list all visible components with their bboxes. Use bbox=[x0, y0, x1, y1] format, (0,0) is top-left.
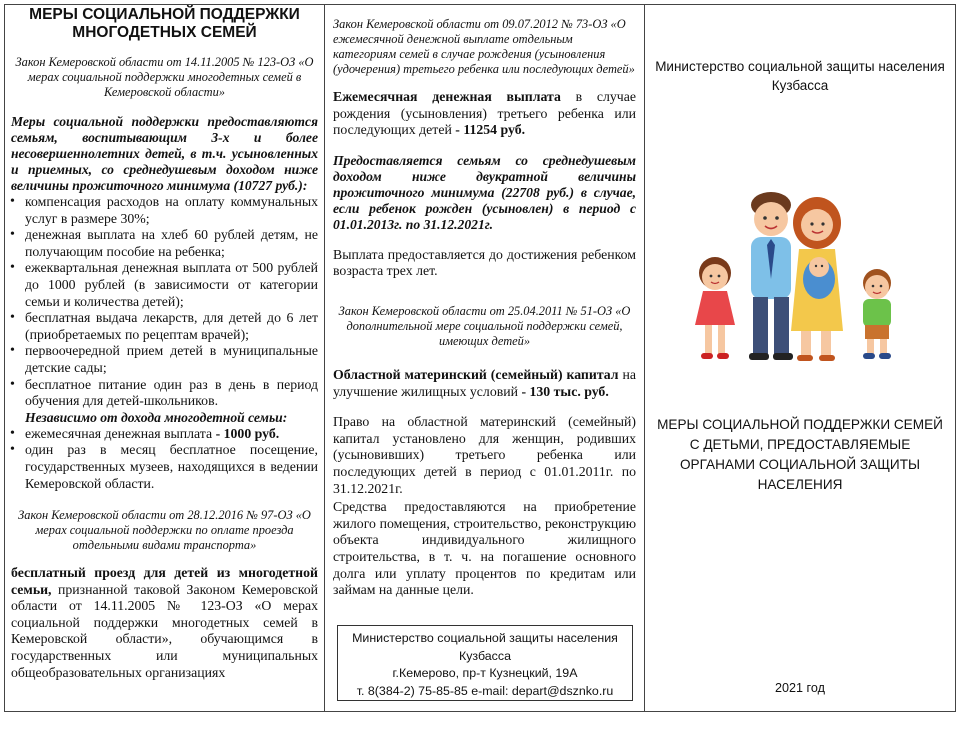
contact-address: г.Кемерово, пр-т Кузнецкий, 19А bbox=[392, 666, 578, 680]
eligibility-intro: Меры социальной поддержки предоставляются семьям, воспитывающим 3-х и более несовершеннолетних детей, в т.ч. усыновленных и приемных, со среднедушевым доходом ниже величины прожиточного минимума (10727 руб.): bbox=[11, 114, 318, 193]
capital-usage: Средства предоставляются на приобретение жилого помещения, строительство, реконструкцию объекта индивидуального жилищного строительства, в т. ч. на погашение основного долга или уплату процентов по кредитам или займам на данные цели. bbox=[333, 499, 636, 598]
monthly-payment-text: Ежемесячная денежная выплата в случае рождения (усыновления) третьего ребенка или последующих детей - 11254 руб. bbox=[333, 89, 636, 138]
contact-phone-email: т. 8(384-2) 75-85-85 e-mail: depart@dsznko.ru bbox=[356, 683, 614, 698]
list-item: • ежемесячная денежная выплата - 1000 руб. bbox=[11, 426, 318, 443]
list-item: • бесплатная выдача лекарств, для детей до 6 лет (приобретаемых по рецептам врачей); bbox=[11, 310, 318, 343]
ministry-name: Министерство социальной защиты населения Кузбасса bbox=[655, 59, 945, 93]
law-reference-51: Закон Кемеровской области от 25.04.2011 № 51-ОЗ «О дополнительной мере социальной поддержки семей, имеющих детей» bbox=[338, 303, 631, 348]
unconditional-benefits-list bbox=[11, 426, 318, 492]
column-left bbox=[5, 5, 325, 711]
capital-eligibility: Право на областной материнский (семейный) капитал установлено для женщин, родивших (усыновивших) третьего ребенка или последующих детей в период с 01.01.2011г. по 31.12.2021г. bbox=[333, 414, 636, 496]
list-item: • денежная выплата на хлеб 60 рублей детям, не получающим пособие на ребенка; bbox=[11, 227, 318, 260]
list-item: • бесплатное питание один раз в день в период обучения для детей-школьников. bbox=[11, 377, 318, 410]
boy-figure bbox=[863, 269, 891, 359]
monthly-payment-amount: - 1000 руб. bbox=[215, 425, 280, 441]
independent-of-income-heading: Независимо от дохода многодетной семьи: bbox=[25, 409, 288, 425]
contact-box bbox=[337, 625, 633, 701]
law-reference-123: Закон Кемеровской области от 14.11.2005 № 123-ОЗ «О мерах социальной поддержки многодетных семей в Кемеровской области» bbox=[15, 55, 314, 99]
maternity-capital-text: Областной материнский (семейный) капитал на улучшение жилищных условий - 130 тыс. руб. bbox=[333, 366, 636, 399]
family-illustration bbox=[687, 191, 915, 371]
list-item: • ежеквартальная денежная выплата от 500 рублей до 1000 рублей (в зависимости от категории семьи и количества детей); bbox=[11, 260, 318, 310]
law-reference-97: Закон Кемеровской области от 28.12.2016 № 97-ОЗ «О мерах социальной поддержки по оплате проезда отдельными видами транспорта» bbox=[18, 508, 311, 553]
year-label: 2021 год bbox=[775, 681, 825, 695]
column-right bbox=[645, 5, 955, 711]
list-item: • один раз в месяц бесплатное посещение, государственных музеев, находящихся в ведении Кемеровской области. bbox=[11, 442, 318, 492]
brochure-title: МЕРЫ СОЦИАЛЬНОЙ ПОДДЕРЖКИ СЕМЕЙ С ДЕТЬМИ, ПРЕДОСТАВЛЯЕМЫЕ ОРГАНАМИ СОЦИАЛЬНОЙ ЗАЩИТЫ НАСЕЛЕНИЯ bbox=[657, 417, 943, 492]
law-reference-73: Закон Кемеровской области от 09.07.2012 № 73-ОЗ «О ежемесячной денежной выплате отдельным категориям семей в случае рождения (усыновления (удочерения) третьего ребенка или последующих детей» bbox=[333, 17, 635, 76]
column-middle bbox=[325, 5, 645, 711]
transport-benefit: бесплатный проезд для детей из многодетной семьи, признанной таковой Законом Кемеровской области от 14.11.2005 № 123-ОЗ «О мерах социальной поддержки многодетных семей в Кемеровской области», обучающимся в государственных или муниципальных общеобразовательных организациях bbox=[11, 565, 318, 680]
payment-duration: Выплата предоставляется до достижения ребенком возраста трех лет. bbox=[333, 246, 636, 279]
list-item: • компенсация расходов на оплату коммунальных услуг в размере 30%; bbox=[11, 194, 318, 227]
father-figure bbox=[749, 192, 793, 360]
girl-figure bbox=[695, 257, 735, 359]
section-title-large-families: МЕРЫ СОЦИАЛЬНОЙ ПОДДЕРЖКИ МНОГОДЕТНЫХ СЕМЕЙ bbox=[29, 6, 300, 41]
benefits-list bbox=[11, 194, 318, 410]
contact-org: Министерство социальной защиты населения Кузбасса bbox=[352, 631, 618, 663]
brochure bbox=[4, 4, 956, 712]
payment-conditions: Предоставляется семьям со среднедушевым доходом ниже двукратной величины прожиточного минимума (22708 руб.) в случае, если ребенок рожден (усыновлен) в период с 01.01.2013г. по 31.12.2021г. bbox=[333, 152, 636, 232]
list-item: • первоочередной прием детей в муниципальные детские сады; bbox=[11, 343, 318, 376]
